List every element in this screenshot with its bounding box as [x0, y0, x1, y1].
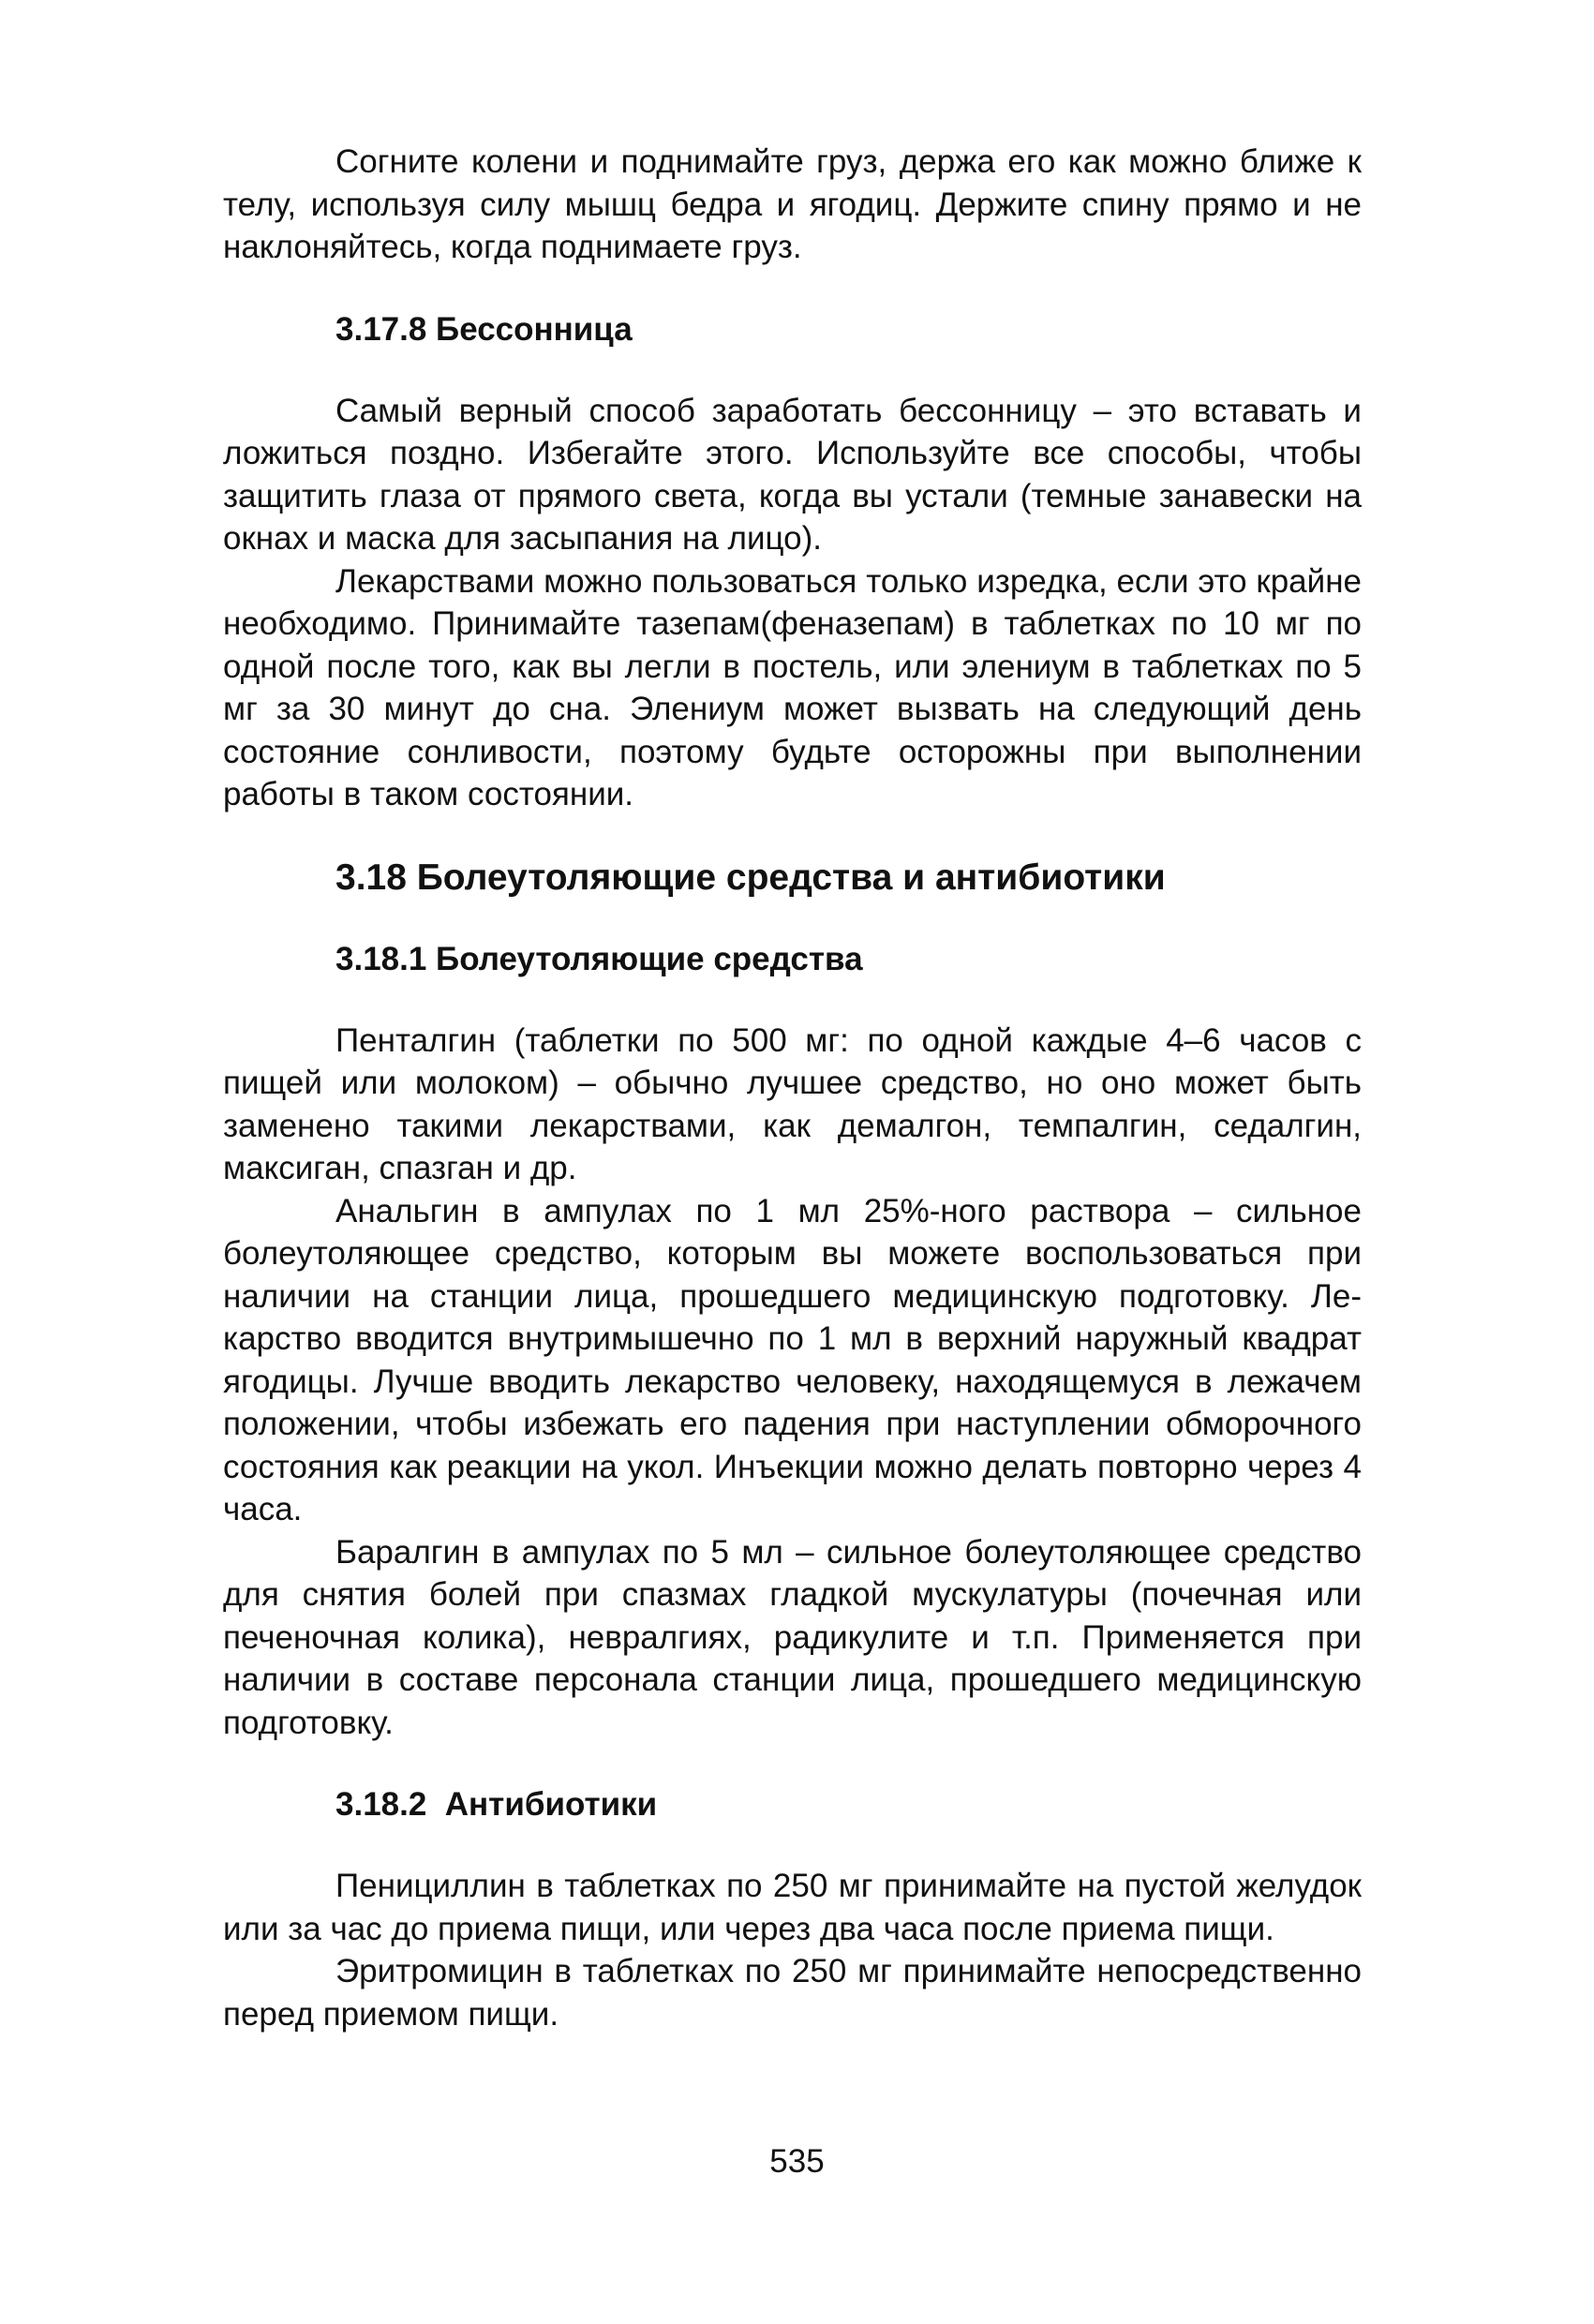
heading-painkillers-antibiotics: 3.18 Болеутоляющие средства и антибиотики	[335, 857, 1166, 898]
paragraph-insomnia-2: Лекарствами можно пользоваться только изредка, если это крайне необходимо. Принимайте тазепам(феназепам) в таблетках по 10 мг по одной после того, как вы легли в постель, или элениум в таблетках по 5 мг за 30 минут до сна. Элениум может вызвать на следующий день состояние сонливости, поэтому будьте осторожны при выполнении работы в таком состоянии.	[223, 562, 1362, 812]
paragraph-insomnia-1: Самый верный способ заработать бессонницу – это вставать и ложиться поздно. Избегайте этого. Используйте все способы, чтобы защитить глаза от прямого света, когда вы устали (темные занавески на окнах и маска для засыпания на лицо).	[223, 392, 1362, 557]
heading-antibiotics: 3.18.2 Антибиотики	[335, 1786, 658, 1823]
page-number: 535	[769, 2143, 825, 2180]
page-body	[223, 141, 1362, 2035]
paragraph-lifting: Согните колени и поднимайте груз, держа его как можно ближе к телу, используя силу мышц бедра и ягодиц. Держите спину прямо и не наклоняйтесь, когда поднимаете груз.	[223, 143, 1362, 265]
paragraph-analgin: Анальгин в ампулах по 1 мл 25%-ного раствора – сильное болеутоляющее средство, которым вы можете воспользоваться при наличии на станции лица, прошедшего медицинскую подготовку. Лекарство вводится внутримышечно по 1 мл в верхний наружный квадрат ягодицы. Лучше вводить лекарство человеку, находящемуся в лежачем положении, чтобы избежать его падения при наступлении обморочного состояния как реакции на укол. Инъекции можно делать повторно через 4 часа.	[223, 1192, 1362, 1527]
heading-painkillers: 3.18.1 Болеутоляющие средства	[335, 940, 863, 977]
paragraph-penicillin: Пенициллин в таблетках по 250 мг принимайте на пустой желудок или за час до приема пищи, или через два часа после приема пищи.	[223, 1868, 1362, 1947]
section-painkillers-body	[223, 1020, 1362, 1745]
paragraph-pentalgin: Пенталгин (таблетки по 500 мг: по одной каждые 4–6 часов с пищей или молоком) – обычно лучшее средство, но оно может быть заменено такими лекарствами, как демалгон, темпалгин, седалгин, максиган, спазган и др.	[223, 1021, 1362, 1186]
heading-insomnia: 3.17.8 Бессонница	[335, 310, 633, 348]
paragraph-erythromycin: Эритромицин в таблетках по 250 мг принимайте непосредственно перед приемом пищи.	[223, 1953, 1362, 2033]
section-insomnia-body	[223, 390, 1362, 816]
section-antibiotics-body	[223, 1865, 1362, 2035]
paragraph-baralgin: Баралгин в ампулах по 5 мл – сильное болеутоляющее средство для снятия болей при спазмах гладкой мускулатуры (почечная или печеночная колика), невралгиях, радикулите и т.п. Применяется при наличии в составе персонала станции лица, прошедшего медицинскую подготовку.	[223, 1533, 1362, 1741]
